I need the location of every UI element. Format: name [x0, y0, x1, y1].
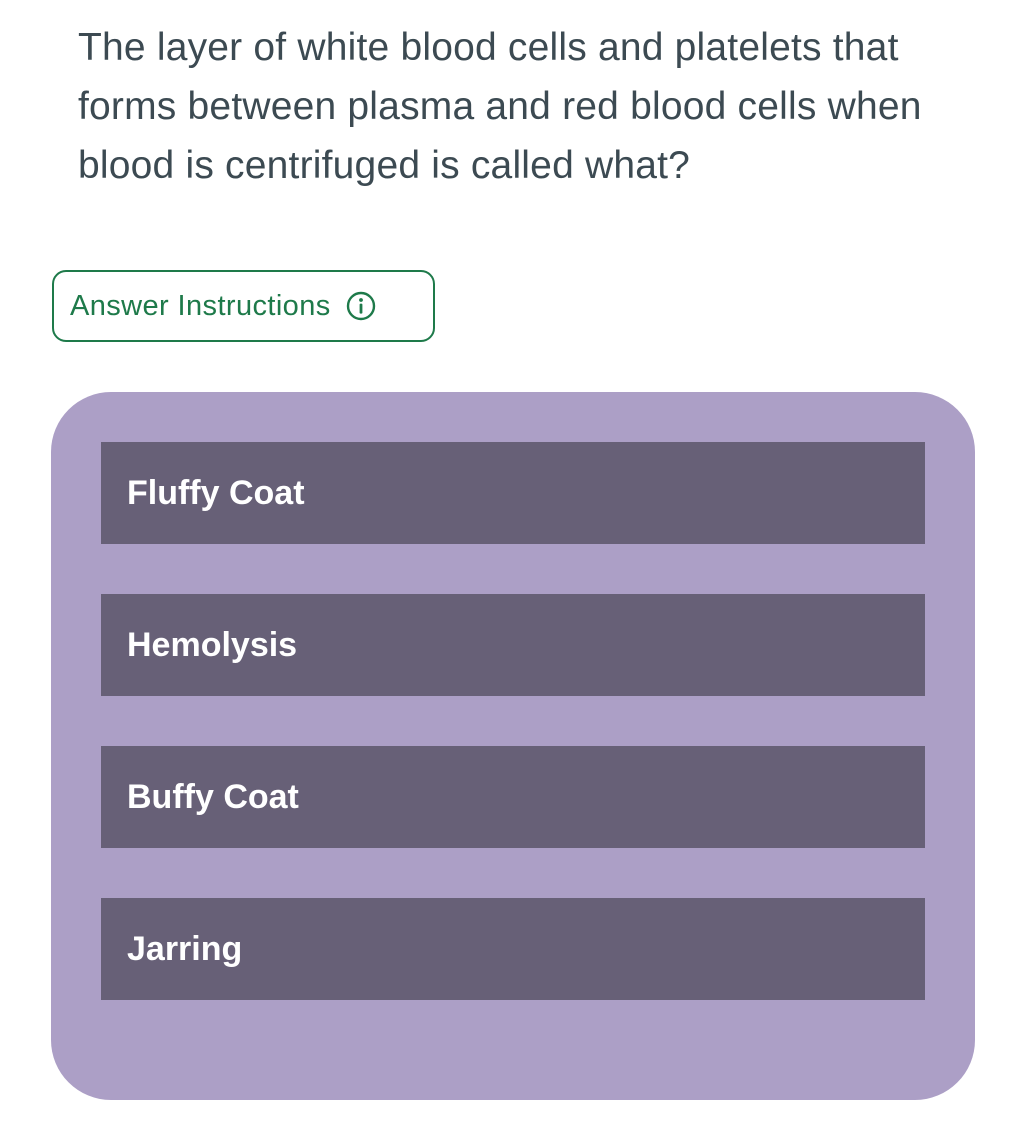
answer-option[interactable] [101, 746, 925, 848]
answer-option-label: Hemolysis [127, 625, 298, 664]
answer-option[interactable] [101, 898, 925, 1000]
info-icon [345, 290, 377, 322]
answer-option-label: Fluffy Coat [127, 473, 305, 512]
answer-option-label: Jarring [127, 929, 243, 968]
answer-option[interactable] [101, 594, 925, 696]
answer-option-label: Buffy Coat [127, 777, 299, 816]
answer-option[interactable] [101, 442, 925, 544]
answer-instructions-button[interactable] [52, 270, 435, 342]
question-text: The layer of white blood cells and platelets that forms between plasma and red blood cells when blood is centrifuged is called what? [78, 26, 922, 187]
answer-options-panel [51, 392, 975, 1100]
answer-instructions-label: Answer Instructions [70, 289, 331, 322]
